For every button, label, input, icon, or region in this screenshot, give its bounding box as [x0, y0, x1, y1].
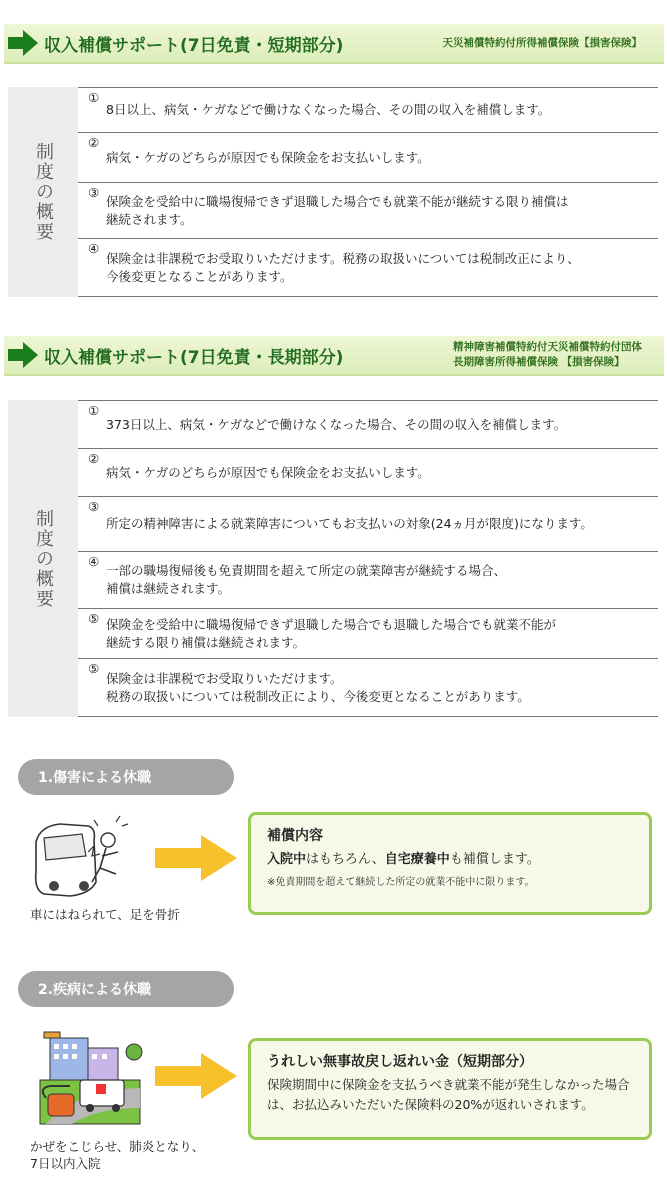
yellow-arrow-icon	[155, 1053, 237, 1099]
example-caption: 車にはねられて、足を骨折	[30, 907, 180, 922]
hospital-illustration	[36, 1028, 144, 1128]
box-title: うれしい無事故戻し返れい金（短期部分）	[267, 1054, 533, 1070]
section-title: 収入補償サポート(7日免責・短期部分)	[44, 35, 344, 56]
overview-row: ③ 保険金を受給中に職場復帰できず退職した場合でも就業不能が継続する限り補償は 継続されます。	[78, 183, 658, 239]
overview-row: ① 373日以上、病気・ケガなどで働けなくなった場合、その間の収入を補償します。	[78, 401, 658, 449]
example-pill-illness: 2.疾病による休職	[18, 971, 234, 1007]
yellow-arrow-icon	[155, 835, 237, 881]
box-text: 入院中はもちろん、自宅療養中も補償します。	[267, 852, 540, 867]
box-text: 保険期間中に保険金を支払うべき就業不能が発生しなかった場合は、お払込みいただいた保険料の20%が返れいされます。	[267, 1077, 630, 1112]
box-note: ※免責期間を超えて継続した所定の就業不能中に限ります。	[267, 877, 535, 888]
compensation-box	[248, 812, 652, 915]
section-banner-long-term	[4, 336, 664, 376]
refund-box	[248, 1038, 652, 1140]
car-accident-illustration	[30, 812, 130, 900]
example-pill-injury: 1.傷害による休職	[18, 759, 234, 795]
arrow-right-icon	[6, 28, 40, 58]
box-title: 補償内容	[267, 828, 323, 844]
overview-row: ② 病気・ケガのどちらが原因でも保険金をお支払いします。	[78, 133, 658, 183]
example-caption: かぜをこじらせ、肺炎となり、 7日以内入院	[30, 1139, 205, 1171]
overview-row: ④ 一部の職場復帰後も免責期間を超えて所定の就業障害が継続する場合、 補償は継続されます。	[78, 552, 658, 609]
overview-table-long	[8, 400, 658, 717]
section-subtitle: 精神障害補償特約付天災補償特約付団体 長期障害所得補償保険 【損害保険】	[453, 341, 642, 368]
section-title: 収入補償サポート(7日免責・長期部分)	[44, 347, 344, 368]
overview-row: ④ 保険金は非課税でお受取りいただけます。税務の取扱いについては税制改正により、 今後変更となることがあります。	[78, 239, 658, 297]
overview-side-label: 制度の概要	[8, 400, 78, 717]
overview-row: ① 8日以上、病気・ケガなどで働けなくなった場合、その間の収入を補償します。	[78, 88, 658, 133]
section-banner-short-term	[4, 24, 664, 64]
overview-row: ② 病気・ケガのどちらが原因でも保険金をお支払いします。	[78, 449, 658, 497]
overview-row: ⑤ 保険金を受給中に職場復帰できず退職した場合でも退職した場合でも就業不能が 継続する限り補償は継続されます。	[78, 609, 658, 659]
overview-side-label: 制度の概要	[8, 87, 78, 297]
arrow-right-icon	[6, 340, 40, 370]
overview-row: ⑤ 保険金は非課税でお受取りいただけます。 税務の取扱いについては税制改正により、今後変更となることがあります。	[78, 659, 658, 717]
overview-row: ③ 所定の精神障害による就業障害についてもお支払いの対象(24ヵ月が限度)になります。	[78, 497, 658, 552]
overview-table-short	[8, 87, 658, 297]
section-subtitle: 天災補償特約付所得補償保険【損害保険】	[442, 36, 642, 49]
